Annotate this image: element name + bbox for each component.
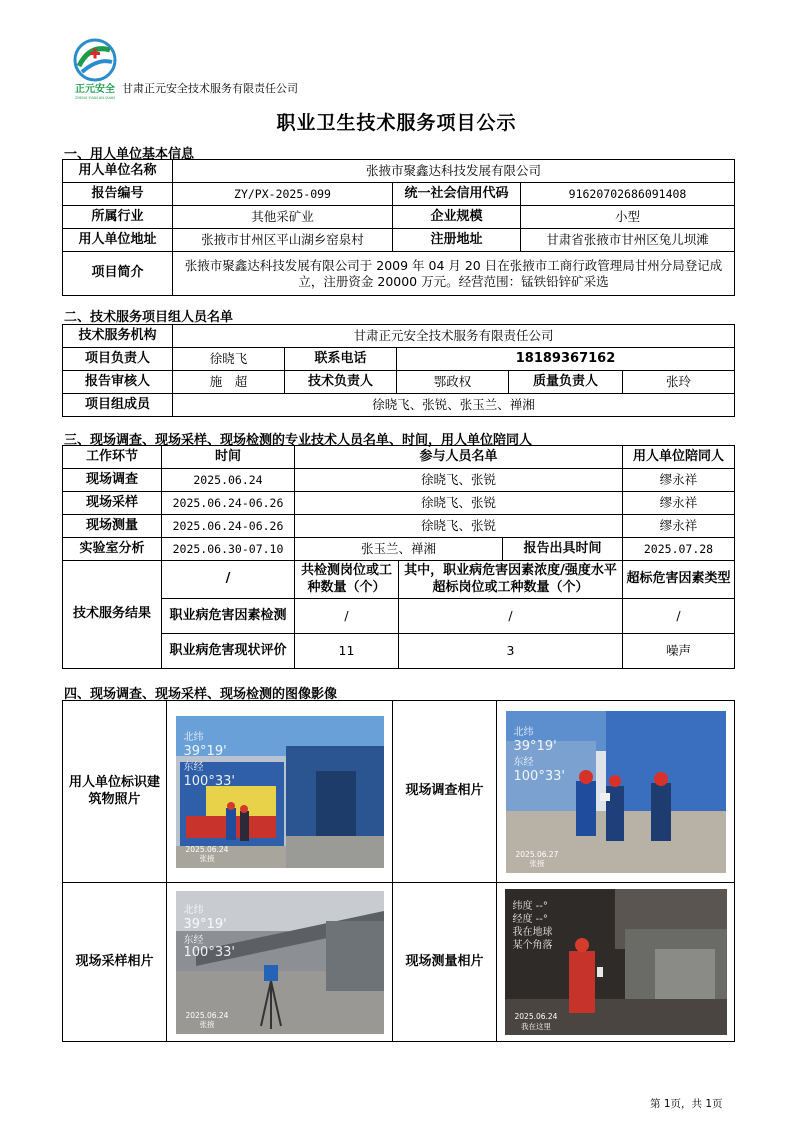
credit-code: 91620702686091408 <box>521 183 735 206</box>
people-cell: 徐晓飞、张锐 <box>295 469 623 492</box>
photo3-stamp <box>186 1011 229 1030</box>
results-label: 技术服务结果 <box>63 561 162 669</box>
results-head-slash: / <box>162 561 295 599</box>
photo1-place: 张掖 <box>199 854 215 864</box>
time-cell: 2025.06.30-07.10 <box>162 538 295 561</box>
photo1-lon-val: 100°33' <box>183 773 235 789</box>
reg-address: 甘肃省张掖市甘州区兔儿坝滩 <box>521 229 735 252</box>
industry: 其他采矿业 <box>173 206 393 229</box>
section4-heading: 四、现场调查、现场采样、现场检测的图像影像 <box>64 687 338 702</box>
label-sampling: 现场采样相片 <box>63 883 167 1042</box>
measure-photo <box>505 889 727 1035</box>
escort-cell: 缪永祥 <box>623 492 735 515</box>
employer-info-table <box>62 159 735 296</box>
photo4-stamp <box>515 1012 558 1031</box>
address: 张掖市甘州区平山湖乡窑泉村 <box>173 229 393 252</box>
photo1-lat: 北纬 <box>183 731 204 743</box>
company-logo <box>70 38 120 100</box>
photo2-lat: 北纬 <box>513 726 534 738</box>
industry-label: 所属行业 <box>63 206 173 229</box>
reg-address-label: 注册地址 <box>393 229 521 252</box>
leader-label: 项目负责人 <box>63 348 173 371</box>
section2-heading: 二、技术服务项目组人员名单 <box>64 310 234 325</box>
quality-lead-label: 质量负责人 <box>509 371 623 394</box>
results-head-exceed: 其中，职业病危害因素浓度/强度水平超标岗位或工种数量（个） <box>399 561 623 599</box>
members: 徐晓飞、张锐、张玉兰、禅湘 <box>173 394 735 417</box>
results-row2-exceed: 3 <box>399 634 623 669</box>
page-title: 职业卫生技术服务项目公示 <box>276 112 517 134</box>
intro-label: 项目简介 <box>63 252 173 296</box>
logo-subtext: ZHENG YUAN AN QUAN <box>75 96 115 100</box>
escort-cell: 缪永祥 <box>623 515 735 538</box>
results-row1-exceed: / <box>399 599 623 634</box>
photo3-lat-val: 39°19' <box>183 916 227 932</box>
logo-shield-icon <box>70 38 120 100</box>
photo2-lon-val: 100°33' <box>513 768 565 784</box>
results-row1-count: / <box>295 599 399 634</box>
col-stage: 工作环节 <box>63 446 162 469</box>
escort-cell: 缪永祥 <box>623 469 735 492</box>
photo4-line3: 我在地球 <box>512 927 553 938</box>
building-photo <box>176 716 384 868</box>
report-no-label: 报告编号 <box>63 183 173 206</box>
phone-label: 联系电话 <box>285 348 397 371</box>
results-row2-type: 噪声 <box>623 634 735 669</box>
photo1-stamp <box>186 845 229 864</box>
photo2-date: 2025.06.27 <box>515 849 559 859</box>
stage-cell: 实验室分析 <box>63 538 162 561</box>
page-number: 第 1页，共 1页 <box>650 1098 723 1110</box>
results-head-type: 超标危害因素类型 <box>623 561 735 599</box>
report-date: 2025.07.28 <box>623 538 735 561</box>
photo3-date: 2025.06.24 <box>185 1010 229 1020</box>
people-cell: 徐晓飞、张锐 <box>295 492 623 515</box>
photo4-date: 2025.06.24 <box>514 1012 558 1022</box>
photo3-lat: 北纬 <box>183 904 204 916</box>
photo1-date: 2025.06.24 <box>185 844 229 854</box>
work-table <box>62 445 735 669</box>
leader: 徐晓飞 <box>173 348 285 371</box>
scale: 小型 <box>521 206 735 229</box>
photo3-lon-val: 100°33' <box>183 944 235 960</box>
results-row1-label: 职业病危害因素检测 <box>162 599 295 634</box>
employer-name-label: 用人单位名称 <box>63 160 173 183</box>
section1-heading: 一、用人单位基本信息 <box>64 147 195 162</box>
scale-label: 企业规模 <box>393 206 521 229</box>
photo4-place: 我在这里 <box>520 1021 551 1031</box>
photo2-lat-val: 39°19' <box>513 738 557 754</box>
photo1-lat-val: 39°19' <box>183 743 227 759</box>
team-table <box>62 324 735 417</box>
employer-name: 张掖市聚鑫达科技发展有限公司 <box>173 160 735 183</box>
table-row <box>63 515 735 538</box>
photo4-line4: 某个角落 <box>512 940 553 951</box>
results-row2-label: 职业病危害现状评价 <box>162 634 295 669</box>
stage-cell: 现场调查 <box>63 469 162 492</box>
table-row <box>63 538 735 561</box>
credit-code-label: 统一社会信用代码 <box>393 183 521 206</box>
col-time: 时间 <box>162 446 295 469</box>
report-no: ZY/PX-2025-099 <box>173 183 393 206</box>
company-name: 甘肃正元安全技术服务有限责任公司 <box>122 82 298 95</box>
reviewer-label: 报告审核人 <box>63 371 173 394</box>
photo4-line1: 纬度 --° <box>512 901 548 912</box>
time-cell: 2025.06.24 <box>162 469 295 492</box>
label-survey: 现场调查相片 <box>393 701 497 883</box>
results-head-count: 共检测岗位或工种数量（个） <box>295 561 399 599</box>
results-row1-type: / <box>623 599 735 634</box>
label-building: 用人单位标识建筑物照片 <box>63 701 167 883</box>
tech-lead-label: 技术负责人 <box>285 371 397 394</box>
phone: 18189367162 <box>397 348 735 371</box>
table-row <box>63 469 735 492</box>
report-date-label: 报告出具时间 <box>503 538 623 561</box>
time-cell: 2025.06.24-06.26 <box>162 515 295 538</box>
org-label: 技术服务机构 <box>63 325 173 348</box>
quality-lead: 张玲 <box>623 371 735 394</box>
photo-table <box>62 700 735 1042</box>
logo-text: 正元安全 <box>75 84 115 95</box>
label-measure: 现场测量相片 <box>393 883 497 1042</box>
address-label: 用人单位地址 <box>63 229 173 252</box>
org: 甘肃正元安全技术服务有限责任公司 <box>173 325 735 348</box>
sampling-photo <box>176 891 384 1034</box>
photo1-lon: 东经 <box>183 761 204 773</box>
photo2-lon: 东经 <box>513 756 534 768</box>
tech-lead: 鄂政权 <box>397 371 509 394</box>
photo3-lon: 东经 <box>183 934 204 946</box>
intro: 张掖市聚鑫达科技发展有限公司于 2009 年 04 月 20 日在张掖市工商行政管理局甘州分局登记成立，注册资金 20000 万元。经营范围：锰铁铅锌矿采选 <box>173 252 735 296</box>
photo2-stamp <box>516 850 559 869</box>
reviewer: 施 超 <box>173 371 285 394</box>
people-cell: 徐晓飞、张锐 <box>295 515 623 538</box>
people-cell: 张玉兰、禅湘 <box>295 538 503 561</box>
time-cell: 2025.06.24-06.26 <box>162 492 295 515</box>
col-people: 参与人员名单 <box>295 446 623 469</box>
photo3-place: 张掖 <box>199 1020 215 1030</box>
section3-heading: 三、现场调查、现场采样、现场检测的专业技术人员名单、时间，用人单位陪同人 <box>64 433 533 448</box>
results-row2-count: 11 <box>295 634 399 669</box>
members-label: 项目组成员 <box>63 394 173 417</box>
photo2-place: 张掖 <box>529 859 545 869</box>
stage-cell: 现场采样 <box>63 492 162 515</box>
stage-cell: 现场测量 <box>63 515 162 538</box>
col-escort: 用人单位陪同人 <box>623 446 735 469</box>
photo4-line2: 经度 --° <box>512 914 548 925</box>
table-row <box>63 492 735 515</box>
survey-photo <box>506 711 726 873</box>
